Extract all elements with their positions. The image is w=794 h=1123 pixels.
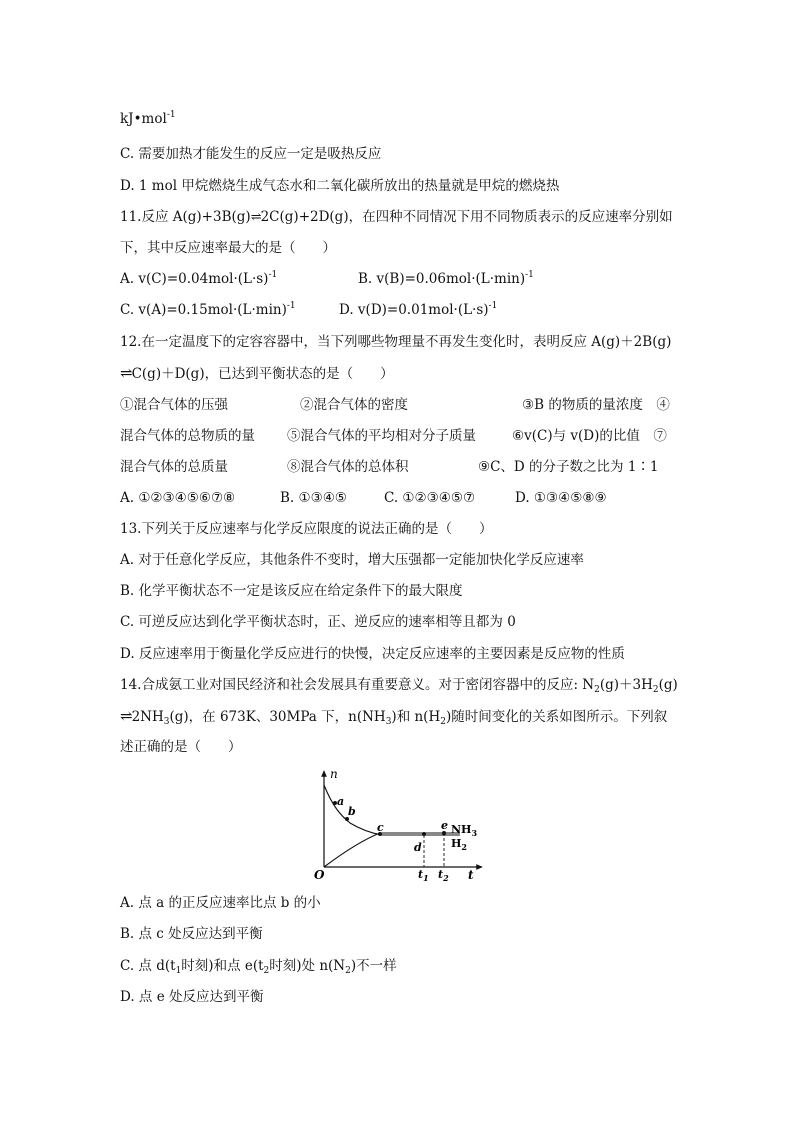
equilibrium-arrow: ⇌ — [120, 364, 132, 382]
q12-item-2: ②混合气体的密度 — [300, 397, 408, 413]
question-14-stem: 14.合成氨工业对国民经济和社会发展具有重要意义。对于密闭容器中的反应: $N_2(g)+3H_2(g)$ — [120, 677, 678, 695]
option-d-q11: D. $v(D)=0.01mol\cdot(L\cdot s)^{-1}$ — [339, 301, 498, 318]
y-axis-label: n — [330, 767, 338, 781]
label-a: a — [337, 795, 345, 808]
q12-item-8: ⑧混合气体的总体积 — [287, 459, 409, 475]
question-12-stem-cont: ⇌C(g)＋D(g)，已达到平衡状态的是（ ） — [120, 364, 394, 382]
option-b-q13: B. 化学平衡状态不一定是该反应在给定条件下的最大限度 — [120, 583, 463, 599]
question-12-stem: 12.在一定温度下的定容容器中，当下列哪些物理量不再发生变化时，表明反应 A(g)＋2B(g) — [120, 334, 672, 350]
q12-item-9: ⑨C、D 的分子数之比为 1∶1 — [478, 459, 659, 475]
label-b: b — [348, 805, 356, 818]
nh3-curve — [324, 833, 460, 867]
q12-item-6: ⑥v(C)与 v(D)的比值 ⑦ — [512, 428, 667, 444]
option-a-q13: A. 对于任意化学反应，其他条件不变时，增大压强都一定能加快化学反应速率 — [120, 552, 584, 568]
question-11-stem-cont: 下，其中反应速率最大的是（ ） — [120, 240, 336, 256]
nh3-h2-time-graph — [300, 765, 490, 885]
label-c: c — [377, 821, 384, 834]
h2-curve — [324, 785, 460, 835]
x-axis-label: t — [468, 868, 474, 882]
q12-item-1: ①混合气体的压强 — [120, 397, 228, 413]
question-14-stem-cont: $\rightleftharpoons 2NH_3(g)$，在 673K、30MPa 下，$n(NH_3)$和 $n(H_2)$随时间变化的关系如图所示。下列叙 — [120, 707, 668, 727]
question-14-stem-cont2: 述正确的是（ ） — [120, 739, 242, 755]
option-a-q14: A. 点 a 的正反应速率比点 b 的小 — [120, 895, 321, 911]
equilibrium-arrow: ⇌ — [120, 707, 132, 725]
option-c-q10: C. 需要加热才能发生的反应一定是吸热反应 — [120, 146, 382, 162]
option-a-q12: A. ①②③④⑤⑥⑦⑧ — [120, 490, 236, 506]
option-d-q14: D. 点 e 处反应达到平衡 — [120, 989, 264, 1005]
option-c-q13: C. 可逆反应达到化学平衡状态时，正、逆反应的速率相等且都为 0 — [120, 614, 516, 630]
question-13-stem: 13.下列关于反应速率与化学反应限度的说法正确的是（ ） — [120, 521, 493, 537]
label-nh3: $NH_3$ — [451, 823, 478, 838]
option-b-q12: B. ①③④⑤ — [280, 490, 347, 506]
label-d: d — [414, 841, 422, 854]
label-t1: $t_1$ — [418, 868, 429, 883]
origin-label: O — [314, 868, 325, 882]
q12-item-3: ③B 的物质的量浓度 ④ — [522, 397, 670, 413]
q12-item-4: 混合气体的总物质的量 — [120, 428, 255, 444]
label-h2: $H_2$ — [451, 837, 467, 852]
option-c-q14: C. 点 $d(t_1$时刻)和点 $e(t_2$时刻)处 $n(N_2)$不一样 — [120, 958, 397, 976]
option-b-q11: B. $v(B)=0.06mol\cdot(L\cdot\min)^{-1}$ — [358, 270, 534, 287]
option-c-q11: C. $v(A)=0.15mol\cdot(L\cdot\min)^{-1}$ — [120, 301, 296, 318]
question-11-stem: 11.反应 A(g)+3B(g)⇌2C(g)+2D(g)，在四种不同情况下用不同物质表示的反应速率分别如 — [120, 209, 673, 225]
option-d-q12: D. ①③④⑤⑧⑨ — [515, 490, 607, 506]
label-e: e — [441, 819, 448, 832]
label-t2: $t_2$ — [438, 868, 449, 883]
option-d-q10: D. 1 mol 甲烷燃烧生成气态水和二氧化碳所放出的热量就是甲烷的燃烧热 — [120, 178, 560, 194]
option-a-q11: A. $v(C)=0.04mol\cdot(L\cdot s)^{-1}$ — [120, 270, 278, 287]
option-c-q12: C. ①②③④⑤⑦ — [384, 490, 476, 506]
equilibrium-arrow: ⇌ — [250, 210, 261, 225]
point-d — [422, 832, 426, 836]
option-b-q14: B. 点 c 处反应达到平衡 — [120, 926, 263, 942]
unit-fragment: kJ•mol$^{-1}$ — [120, 110, 176, 127]
q12-item-7: 混合气体的总质量 — [120, 459, 228, 475]
option-d-q13: D. 反应速率用于衡量化学反应进行的快慢，决定反应速率的主要因素是反应物的性质 — [120, 646, 625, 662]
q12-item-5: ⑤混合气体的平均相对分子质量 — [287, 428, 476, 444]
